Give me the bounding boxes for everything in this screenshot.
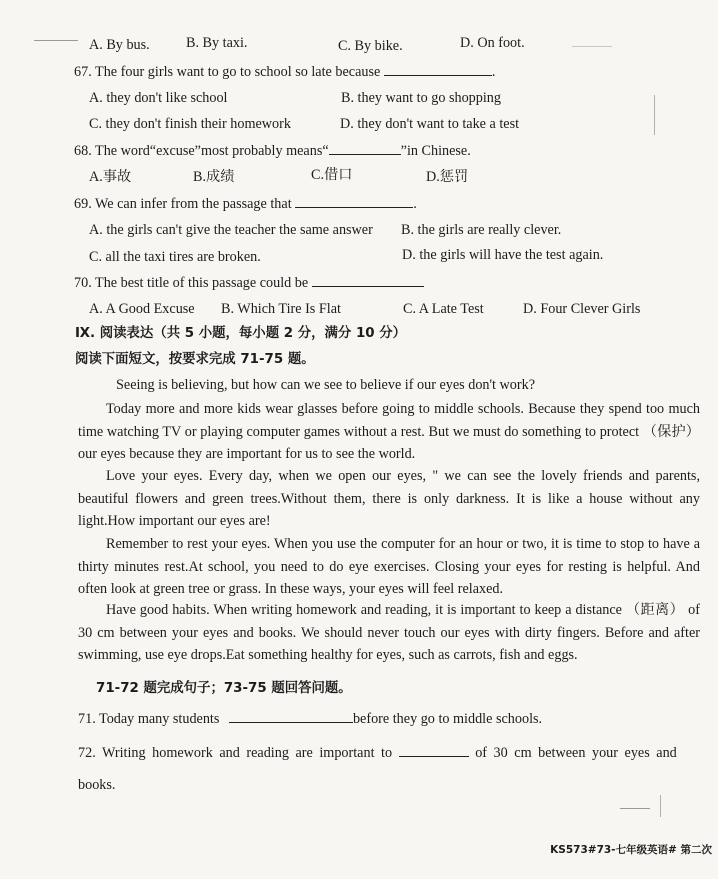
passage-paragraph-5: Have good habits. When writing homework and reading, it is important to keep a distance （距离） of 30 cm between your eyes and books. We should never touch our eyes with dirty fingers. Before and after swimming, use eye drops.Eat something healthy for eyes, such as carrots, fish and eggs. — [78, 602, 700, 664]
punct: . — [491, 64, 496, 80]
scan-mark — [654, 95, 655, 135]
scan-mark — [34, 40, 78, 41]
answer-blank[interactable] — [329, 142, 401, 155]
scan-mark — [660, 795, 661, 817]
question-stem: 71. Today many students — [78, 711, 220, 727]
q70-option-a: A. A Good Excuse — [89, 301, 195, 317]
answer-blank[interactable] — [312, 274, 424, 287]
answer-blank[interactable] — [399, 744, 469, 757]
question-67 — [74, 63, 495, 81]
q69-option-d: D. the girls will have the test again. — [402, 247, 604, 263]
q66-option-a: A. By bus. — [89, 37, 150, 53]
page-footer: KS573#73-七年级英语# 第二次 — [550, 844, 712, 856]
scan-mark — [572, 46, 612, 47]
q66-option-c: C. By bike. — [338, 38, 403, 54]
answer-blank[interactable] — [384, 63, 492, 76]
answer-blank[interactable] — [295, 195, 413, 208]
answer-blank[interactable] — [229, 710, 353, 723]
passage-paragraph-1: Seeing is believing, but how can we see to believe if our eyes don't work? — [116, 377, 536, 393]
q68-option-c: C.借口 — [311, 167, 353, 183]
q67-option-a: A. they don't like school — [89, 90, 228, 106]
section-9-title: Ⅸ. 阅读表达（共 5 小题，每小题 2 分，满分 10 分） — [75, 326, 407, 341]
q67-option-c: C. they don't finish their homework — [89, 116, 291, 132]
q66-option-b: B. By taxi. — [186, 35, 248, 51]
punct: . — [413, 196, 417, 212]
q67-option-b: B. they want to go shopping — [341, 90, 501, 106]
q70-option-d: D. Four Clever Girls — [523, 301, 641, 317]
question-stem: 69. We can infer from the passage that — [74, 196, 292, 212]
q70-option-c: C. A Late Test — [403, 301, 484, 317]
q68-option-a: A.事故 — [89, 169, 132, 185]
question-70 — [74, 274, 424, 292]
passage-paragraph-3: Love your eyes. Every day, when we open our eyes, " we can see the lovely friends and parents, beautiful flowers and green trees.Without them, there is only darkness. It is like a house without any light.How important our eyes are! — [78, 468, 700, 530]
q70-option-b: B. Which Tire Is Flat — [221, 301, 341, 317]
q68-option-d: D.惩罚 — [426, 169, 469, 185]
q69-option-a: A. the girls can't give the teacher the same answer — [89, 222, 373, 238]
question-stem: 67. The four girls want to go to school so late because — [74, 64, 381, 80]
passage-paragraph-4: Remember to rest your eyes. When you use the computer for an hour or two, it is time to stop to have a thirty minutes rest.At school, you need to do eye exercises. Closing your eyes for resting is helpful. And often look at green tree or grass. In these ways, your eyes will feel relaxed. — [78, 536, 700, 598]
section-9-instruction: 阅读下面短文，按要求完成 71-75 题。 — [75, 352, 315, 367]
scan-mark — [620, 808, 650, 809]
question-stem-end: ”in Chinese. — [400, 143, 471, 159]
question-72-continued: books. — [78, 777, 116, 793]
q69-option-b: B. the girls are really clever. — [401, 222, 562, 238]
task-instruction: 71-72 题完成句子；73-75 题回答问题。 — [96, 681, 352, 696]
question-stem: 70. The best title of this passage could be — [74, 275, 309, 291]
q68-option-b: B.成绩 — [193, 169, 235, 185]
question-stem: 68. The word“excuse”most probably means“ — [74, 143, 329, 159]
question-69 — [74, 195, 417, 213]
q66-option-d: D. On foot. — [460, 35, 525, 51]
question-stem-end: before they go to middle schools. — [352, 711, 543, 727]
question-stem-end: of 30 cm between your eyes and — [475, 745, 677, 761]
question-stem: 72. Writing homework and reading are important to — [78, 745, 393, 761]
question-72 — [78, 744, 677, 762]
question-68 — [74, 142, 471, 160]
q67-option-d: D. they don't want to take a test — [340, 116, 520, 132]
question-71 — [78, 710, 542, 728]
passage-paragraph-2: Today more and more kids wear glasses before going to middle schools. Because they spend too much time watching TV or playing computer games without a rest. But we must do something to protect （保护） our eyes because they are important for us to see the world. — [78, 401, 700, 463]
q69-option-c: C. all the taxi tires are broken. — [89, 249, 261, 265]
